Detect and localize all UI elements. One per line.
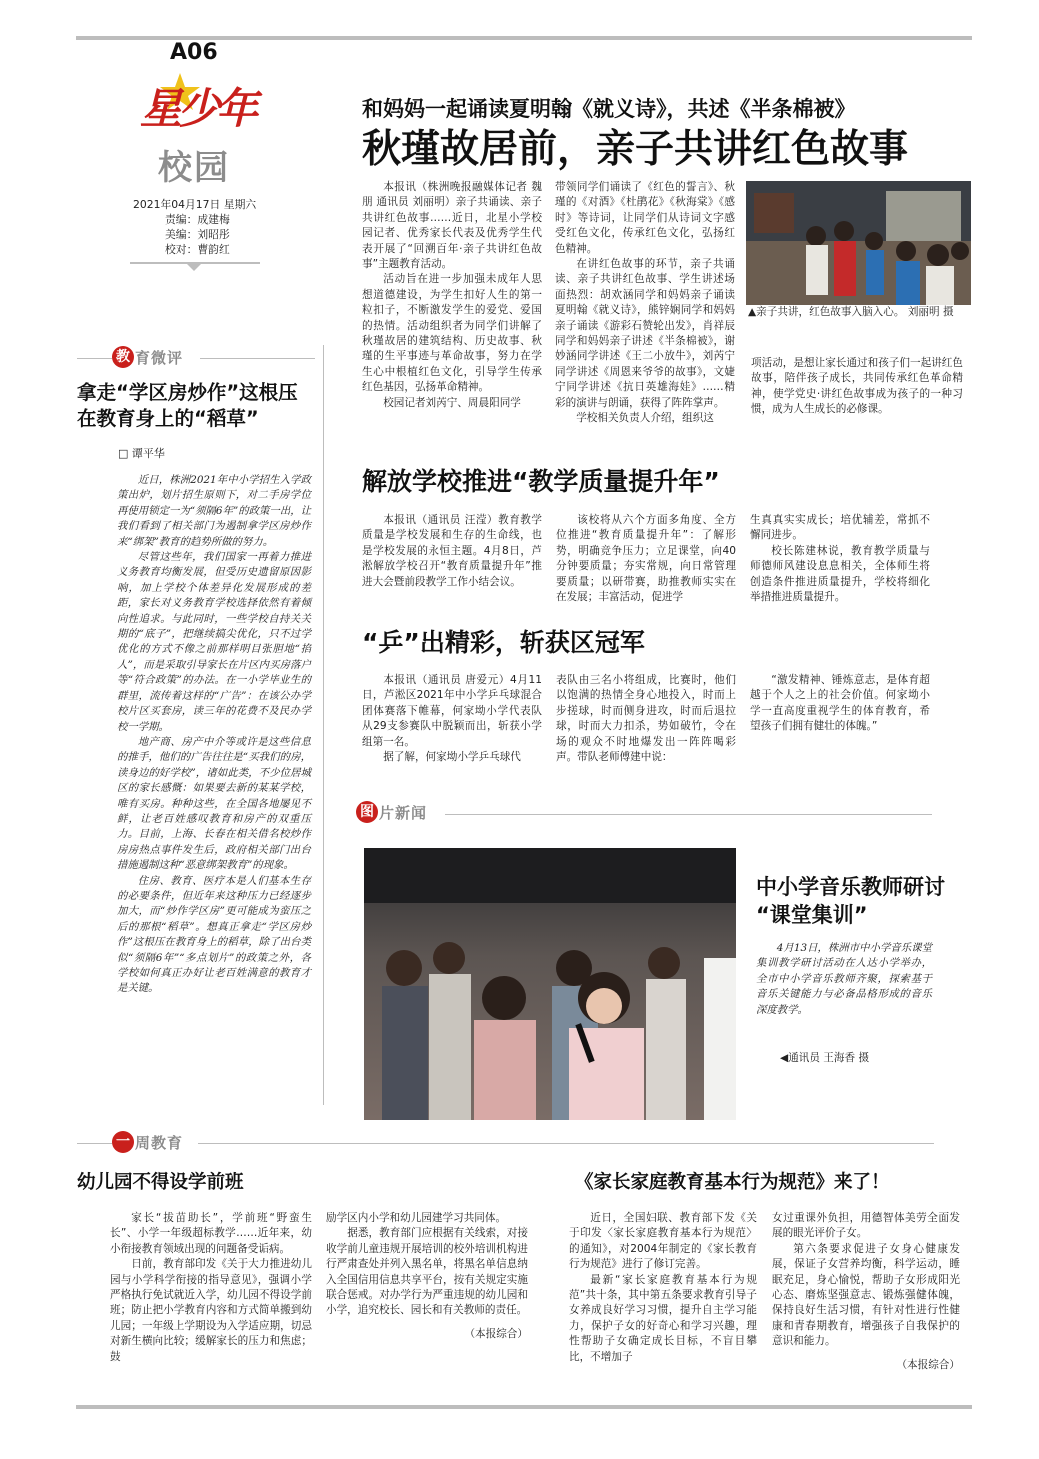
jiefang-col-2 [556,513,736,605]
photo-news-paragraph: 4月13日，株洲市中小学音乐课堂集训教学研讨活动在人达小学举办，全市中小学音乐教师齐聚，探索基于音乐关键能力与必备品格形成的音乐深度教学。 [756,942,932,1016]
bottom-rule [76,1405,972,1409]
weekly-paragraph: 女过重课外负担，用德智体美劳全面发展的眼光评价子女。 [772,1212,960,1240]
lead-photo [746,181,971,305]
weekly-paragraph: 励学区内小学和幼儿园建学习共同体。 [326,1212,507,1224]
masthead-meta [133,197,256,257]
masthead-underline-arrow [187,264,201,271]
photo-news-headline-line: “课堂集训” [756,903,868,927]
lead-paragraph: 带领同学们诵读了《红色的誓言》、秋瑾的《对酒》《杜鹃花》《秋海棠》《感时》等诗词，让同学们从诗词文字感受红色文化，传承红色文化，弘扬红色精神。 [555,181,735,255]
commentary-paragraph: 尽管这些年，我们国家一再着力推进义务教育均衡发展，但受历史遗留原因影响，加上学校个体差异化发展形成的差距，家长对义务教育学校选择依然有着倾向性追求。与此同时，一些学校自持关关期的“底子”，把继续搞尖优化，只不过学优化的方式不像之前那样明目张胆地“掐人”，而是采取引导家长在片区内买房落户等“符合政策”的办法。在一小学毕业生的群里，流传着这样的“广告”：在该公办学校片区买套房，读三年的花费不及民办学校一学期。 [117,551,311,733]
pingpong-col-2 [556,673,736,765]
commentary-headline [77,380,298,432]
weekly-left-headline: 幼儿园不得设学前班 [77,1172,244,1193]
weekly-paragraph: 据悉，教育部门应根据有关线索，对接收学前儿童违规开展培训的校外培训机构进行严肃查处并列入黑名单，将黑名单信息纳入全国信用信息共享平台，按有关规定实施联合惩戒。对办学行为严重违规的幼儿园和小学，追究校长、园长和有关教师的责任。 [326,1227,528,1317]
photo-news-tag-rest: 片新闻 [379,803,428,822]
weekly-right-col-1 [569,1211,757,1365]
photo-news-headline [756,873,945,929]
commentary-tag-rest: 育微评 [135,348,184,367]
pingpong-headline: “乒”出精彩，斩获区冠军 [362,628,645,657]
lead-col-3 [751,356,963,418]
weekly-paragraph: 家长“拔苗助长”，学前班“野蛮生长”、小学一年级超标教学……近年来，幼小衔接教育领域出现的问题备受诟病。 [110,1212,312,1255]
jiefang-paragraph: 校长陈建林说，教育教学质量与师德师风建设息息相关，全体师生将创造条件推进质量提升，学校将细化举措推进质量提升。 [750,544,930,604]
commentary-tag-rule [77,358,112,359]
weekly-paragraph: 最新“家长家庭教育基本行为规范”共十条，其中第五条要求教育引导子女养成良好学习习惯，提升自主学习能力，保护子女的好奇心和学习兴趣，理性帮助子女确定成长目标，不盲目攀比，不增加子 [569,1273,757,1363]
weekly-left-col-2 [326,1211,528,1342]
photo-news-rule [445,814,932,815]
photo-news-credit: ◀通讯员 王海香 摄 [780,1052,870,1064]
commentary-body [117,473,311,997]
photo-news-tag [356,801,427,823]
logo-text: 星少年 [140,84,255,133]
weekly-left-source: （本报综合） [464,1327,528,1340]
weekly-tag [112,1131,183,1153]
jiefang-paragraph: 生真真实实成长；培优辅差，常抓不懈同进步。 [750,514,930,542]
weekly-left-col-1 [110,1211,312,1365]
photo-news-tag-first: 图 [356,801,378,823]
lead-paragraph: 活动旨在进一步加强未成年人思想道德建设，为学生扣好人生的第一粒扣子，不断激发学生的爱党、爱国的热情。活动组织者为同学们讲解了秋瑾故居的建筑结构、历史故事、秋瑾的生平事迹与革命故事，努力在学生心中根植红色文化，引导学生传承红色基因，弘扬革命精神。 [362,273,542,394]
section-name: 校园 [158,148,230,188]
lead-paragraph: 学校相关负责人介绍，组织这 [576,412,714,425]
commentary-tag-first: 教 [112,346,134,368]
issue-date: 2021年04月17日 星期六 [133,198,257,211]
pingpong-col-1 [362,673,542,765]
weekly-tag-rule-right [198,1143,934,1144]
column-divider [323,345,324,1105]
pingpong-paragraph: “激发精神、锤炼意志，是体育超越于个人之上的社会价值。何家坳小学一直高度重视学生的体育教育，希望孩子们拥有健壮的体魄。” [750,674,930,733]
lead-photo-caption: ▲亲子共讲，红色故事入脑入心。 刘丽明 摄 [748,306,954,318]
commentary-paragraph: 住房、教育、医疗本是人们基本生存的必要条件，但近年来这种压力已经逐步加大，而“炒作学区房”更可能成为蛮压之后的那根“稻草”。想真正拿走“学区房炒作”这根压在教育身上的稻草，除了出台类似“须隔6年”“多点划片”的政策之外，各学校如何真正办好让老百姓满意的教育才是关键。 [117,874,311,995]
lead-col-2 [555,180,735,427]
weekly-right-col-2 [772,1211,960,1373]
credit-designer: 美编：刘昭彤 [165,228,230,241]
jiefang-headline: 解放学校推进“教学质量提升年” [362,467,720,496]
pingpong-paragraph: 本报讯（通讯员 唐爱元）4月11日，芦淞区2021年中小学乒乓球混合团体赛落下帷幕，何家坳小学代表队从29支参赛队中脱颖而出，斩获小学组第一名。 [362,674,542,748]
pingpong-col-3 [750,673,930,735]
lead-paragraph: 本报讯（株洲晚报融媒体记者 魏朋 通讯员 刘丽明）亲子共诵读、亲子共讲红色故事……近日，北星小学校园记者、优秀家长代表及优秀学生代表开展了“回溯百年·亲子共讲红色故事”主题教育活动。 [362,181,542,271]
weekly-tag-rule-left [77,1143,112,1144]
commentary-paragraph: 近日，株洲2021年中小学招生入学政策出炉，划片招生原则下，对二手房学位再使用锁定一为“须隔6年”的政策一出，让我们看到了相关部门为遏制拿学区房炒作来“绑架”教育的趋势所做的努力。 [117,474,311,548]
weekly-paragraph: 第六条要求促进子女身心健康发展，保证子女营养均衡，科学运动，睡眠充足，身心愉悦，帮助子女形成阳光心态、磨炼坚强意志、锻炼强健体魄，保持良好生活习惯，有针对性进行性健康和青春期教育，增强孩子自我保护的意识和能力。 [772,1242,960,1348]
commentary-headline-line: 拿走“学区房炒作”这根压 [77,381,298,404]
weekly-tag-first: 一 [112,1131,134,1153]
weekly-paragraph: 日前，教育部印发《关于大力推进幼儿园与小学科学衔接的指导意见》，强调小学严格执行免试就近入学，幼儿园不得设学前班；防止把小学教育内容和方式简单搬到幼儿园；一年级上学期设为入学适应期，切忌对新生横向比较；缓解家长的压力和焦虑；鼓 [110,1258,312,1363]
commentary-headline-line: 在教育身上的“稻草” [77,407,259,430]
lead-paragraph: 校园记者刘芮宁、周晨阳同学 [383,396,521,409]
photo-news-body [756,941,932,1018]
photo-news-image [364,848,736,1120]
masthead-logo [138,70,263,133]
weekly-paragraph: 近日，全国妇联、教育部下发《关于印发〈家长家庭教育基本行为规范〉的通知》，对2004年制定的《家长教育行为规范》进行了修订完善。 [569,1212,757,1271]
lead-headline: 秋瑾故居前，亲子共讲红色故事 [362,127,909,172]
jiefang-col-3 [750,513,930,605]
pingpong-paragraph: 表队由三名小将组成，比赛时，他们以饱满的热情全身心地投入，时而上步搓球，时而侧身进攻，时而后退拉球，时而大力扣杀，势如破竹，令在场的观众不时地爆发出一阵阵喝彩声。带队老师傅建中说： [556,674,736,764]
commentary-tag [112,346,183,368]
credit-proofreader: 校对：曹韵红 [165,243,230,256]
pingpong-paragraph: 据了解，何家坳小学乒乓球代 [383,751,521,764]
commentary-author: □ 谭平华 [118,447,165,460]
credit-editor: 责编：成建梅 [165,213,230,226]
jiefang-paragraph: 该校将从六个方面多角度、全方位推进“教育质量提升年”：了解形势，明确竞争压力；立足课堂，向40分钟要质量；夯实常规，向日常管理要质量；以研带赛，助推教师实实在在发展；丰富活动，促进学 [556,514,736,604]
lead-paragraph: 在讲红色故事的环节，亲子共诵读、亲子共讲红色故事、学生讲述场面热烈：胡欢涵同学和妈妈亲子诵读夏明翰《就义诗》，熊锌娴同学和妈妈亲子诵读《游彩石赞轮出发》，肖祥辰同学和妈妈亲子讲述《半条棉被》，谢妙涵同学讲述《王二小放牛》，刘芮宁同学讲述《周恩来爷爷的故事》，文婕宁同学讲述《抗日英雄海娃》……精彩的演讲与朗诵，获得了阵阵掌声。 [555,258,735,409]
page-number: A06 [170,40,218,65]
lead-col-1 [362,180,542,411]
weekly-right-headline: 《家长家庭教育基本行为规范》来了！ [575,1172,890,1193]
lead-paragraph: 项活动，是想让家长通过和孩子们一起讲红色故事，陪伴孩子成长，共同传承红色革命精神，使学党史·讲红色故事成为孩子的一种习惯，成为人生成长的必修课。 [751,357,963,416]
commentary-tag-rule-right [200,358,315,359]
commentary-paragraph: 地产商、房产中介等或许是这些信息的推手，他们的广告往往是“买我们的房，读身边的好学校”，诸如此类，不少位居城区的家长感慨：如果要去新的某某学校，唯有买房。种种这些，在全国各地屡见不鲜，让老百姓感叹教育和房产的双重压力。目前，上海、长春在相关借名校炒作房房热点事件发生后，政府相关部门出台措施遏制这种“恶意绑架教育”的现象。 [117,735,311,872]
photo-news-headline-line: 中小学音乐教师研讨 [756,875,945,899]
jiefang-col-1 [362,513,542,590]
weekly-tag-rest: 周教育 [135,1133,184,1152]
weekly-right-source: （本报综合） [896,1358,960,1371]
lead-kicker: 和妈妈一起诵读夏明翰《就义诗》，共述《半条棉被》 [362,97,856,121]
jiefang-paragraph: 本报讯（通讯员 汪滢）教育教学质量是学校发展和生存的生命线，也是学校发展的永恒主题。4月8日，芦淞解放学校召开“教育质量提升年”推进大会暨前段教学工作小结会议。 [362,514,542,588]
